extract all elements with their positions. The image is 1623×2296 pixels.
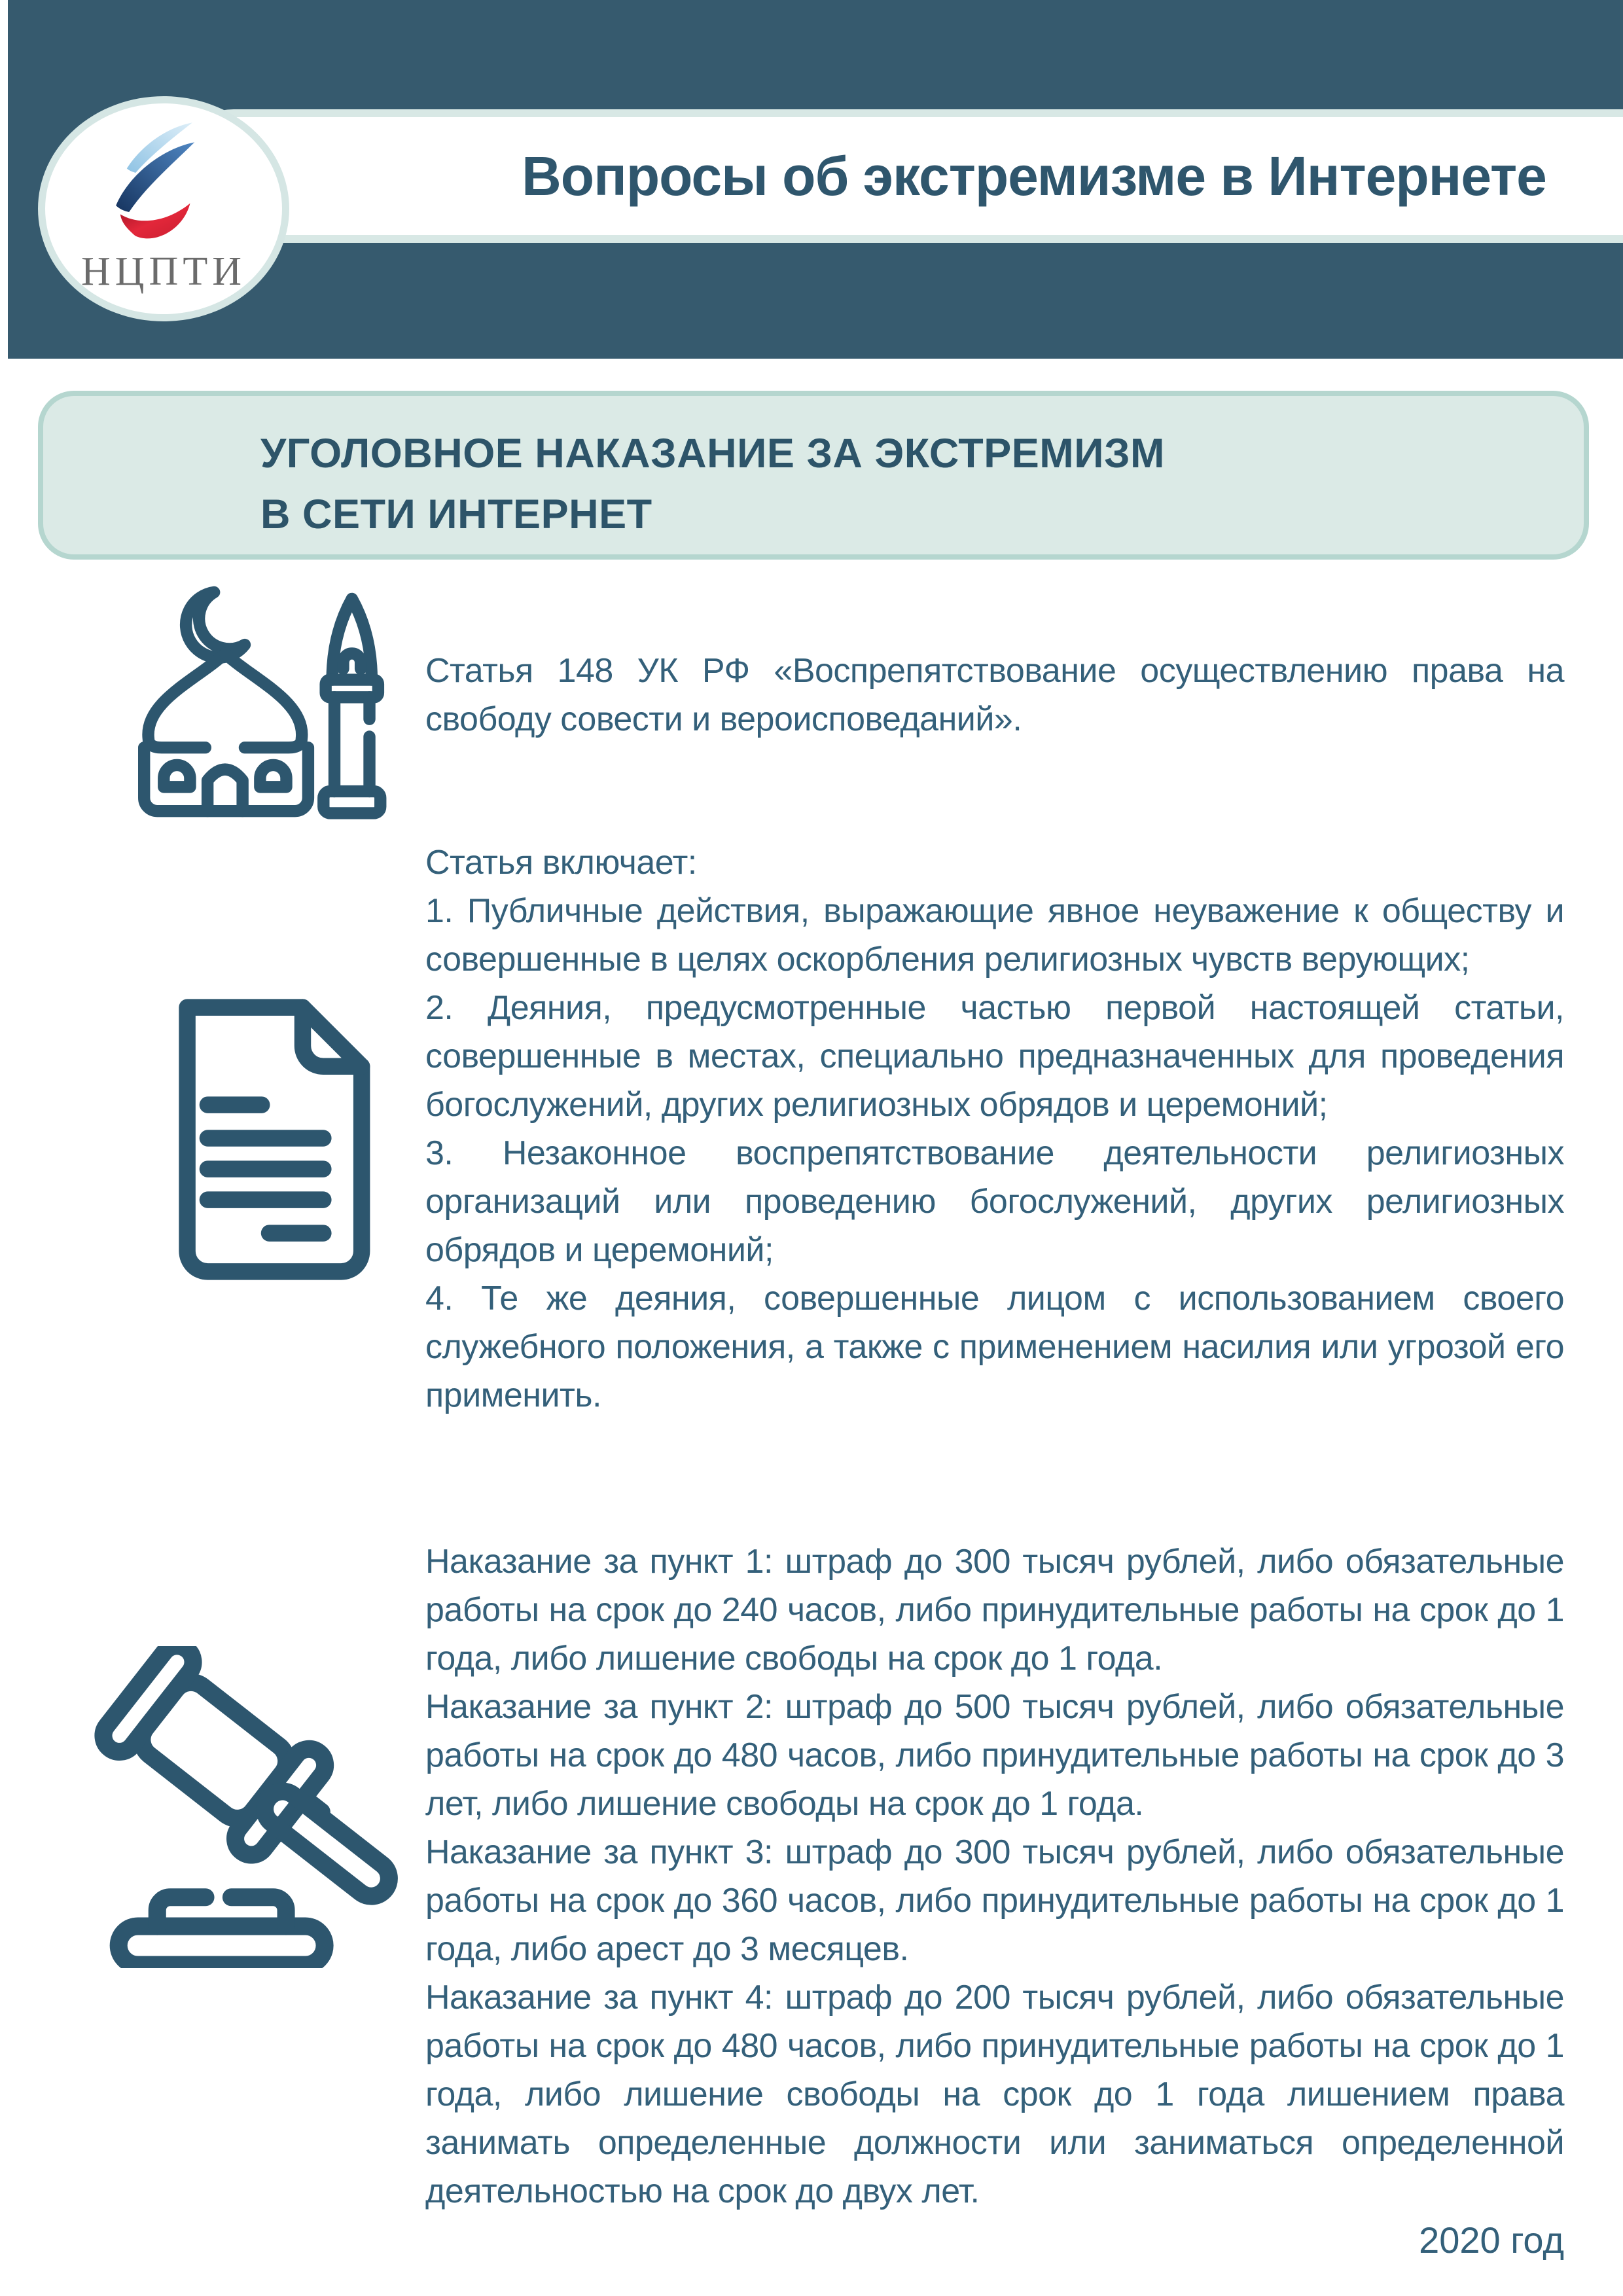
ncpti-logo-text: НЦПТИ	[81, 249, 246, 294]
penalty-item-2: Наказание за пункт 2: штраф до 500 тысяч рублей, либо обязательные работы на срок до 480 часов, либо принудительные работы на срок до 3 лет, либо лишение свободы на срок до 1 года.	[425, 1688, 1564, 1823]
section-heading-line1: УГОЛОВНОЕ НАКАЗАНИЕ ЗА ЭКСТРЕМИЗМ	[260, 431, 1166, 476]
section-heading-line2: В СЕТИ ИНТЕРНЕТ	[260, 492, 652, 537]
article-includes-block	[425, 838, 1564, 1420]
article-item-4: 4. Те же деяния, совершенные лицом с использованием своего служебного положения, а также с применением насилия или угрозой его применить.	[425, 1280, 1564, 1414]
penalty-item-4: Наказание за пункт 4: штраф до 200 тысяч рублей, либо обязательные работы на срок до 480 часов, либо принудительные работы на срок до 1 года, либо лишение свободы на срок до 1 года лишением права занимать определенные должности или заниматься определенной деятельностью на срок до двух лет.	[425, 1979, 1564, 2210]
article-intro-block	[425, 647, 1564, 744]
gavel-icon	[86, 1646, 408, 1968]
article-item-2: 2. Деяния, предусмотренные частью первой настоящей статьи, совершенные в местах, специально предназначенных для проведения богослужений, других религиозных обрядов и церемоний;	[425, 989, 1564, 1124]
includes-label: Статья включает:	[425, 844, 697, 882]
article-intro-text: Статья 148 УК РФ «Воспрепятствование осуществлению права на свободу совести и вероисповеданий».	[425, 652, 1564, 738]
ncpti-logo-swirl-icon	[97, 120, 231, 251]
penalty-item-3: Наказание за пункт 3: штраф до 300 тысяч рублей, либо обязательные работы на срок до 360 часов, либо принудительные работы на срок до 1 года, либо арест до 3 месяцев.	[425, 1833, 1564, 1968]
article-item-1: 1. Публичные действия, выражающие явное неуважение к обществу и совершенные в целях оскорбления религиозных чувств верующих;	[425, 892, 1564, 978]
penalties-block	[425, 1537, 1564, 2215]
year-label: 2020 год	[1419, 2219, 1564, 2261]
ncpti-logo	[38, 96, 289, 321]
page-title: Вопросы об экстремизме в Интернете	[522, 145, 1546, 207]
title-banner	[167, 109, 1623, 243]
mosque-icon	[98, 571, 404, 833]
section-heading-box	[38, 391, 1589, 560]
article-item-3: 3. Незаконное воспрепятствование деятельности религиозных организаций или проведению богослужений, других религиозных обрядов и церемоний;	[425, 1134, 1564, 1269]
document-icon	[126, 988, 382, 1291]
penalty-item-1: Наказание за пункт 1: штраф до 300 тысяч рублей, либо обязательные работы на срок до 240 часов, либо принудительные работы на срок до 1 года, либо лишение свободы на срок до 1 года.	[425, 1543, 1564, 1677]
